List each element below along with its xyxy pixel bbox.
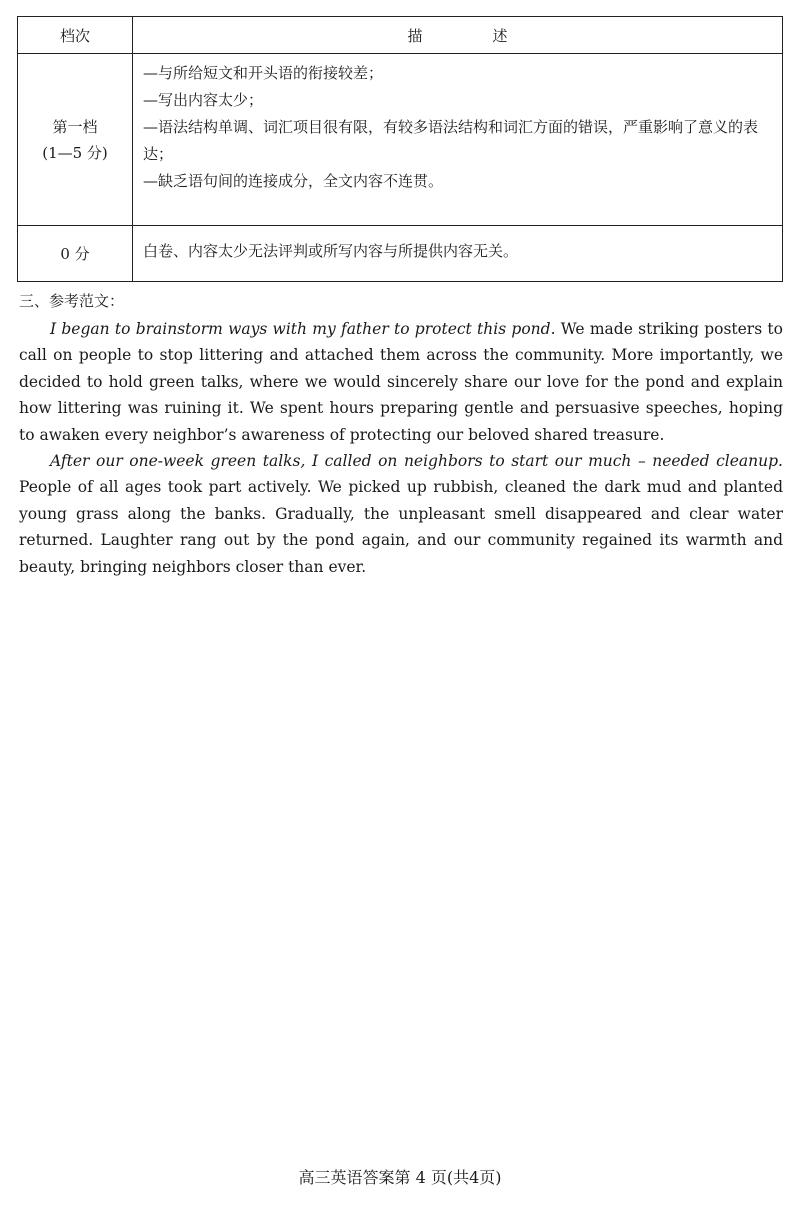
paragraph-2-body: People of all ages took part actively. We picked up rubbish, cleaned the dark mud and planted young grass along the banks. Gradually, the unpleasant smell disappeared and clear water returned. Laughter rang out by the pond again, and our community regained its warmth and beauty, bringing neighbors closer than ever. [19, 478, 783, 576]
grading-table [17, 16, 783, 282]
table-header-row [18, 17, 783, 54]
paragraph-1-body: We made striking posters to call on people to stop littering and attached them across the community. More importantly, we decided to hold green talks, where we would sincerely share our love for the pond and explain how littering was ruining it. We spent hours preparing gentle and persuasive speeches, hoping to awaken every neighbor’s awareness of protecting our beloved shared treasure. [19, 320, 783, 444]
essay-paragraph-2 [19, 448, 783, 580]
paragraph-2-opening: After our one-week green talks, I called on neighbors to start our much – needed cleanup. [50, 452, 783, 471]
table-row [18, 226, 783, 282]
description-cell-first [133, 54, 783, 226]
criterion-item: —写出内容太少； [143, 91, 264, 109]
level-first-range: (1—5 分) [42, 143, 108, 162]
header-level: 档次 [18, 17, 133, 54]
level-first-name: 第一档 [52, 117, 98, 136]
page-footer: 高三英语答案第 4 页(共4页) [298, 1168, 502, 1187]
section-title: 三、参考范文： [19, 292, 125, 310]
level-cell-first [18, 54, 133, 226]
header-description [133, 17, 783, 54]
header-desc-char-1: 描 [407, 26, 423, 45]
table-row [18, 54, 783, 226]
paragraph-1-opening: I began to brainstorm ways with my father to protect this pond. [50, 320, 556, 338]
header-desc-char-2: 述 [492, 26, 508, 45]
model-essay [19, 316, 783, 580]
description-cell-zero: 白卷、内容太少无法评判或所写内容与所提供内容无关。 [133, 226, 783, 282]
criterion-item: —语法结构单调、词汇项目很有限，有较多语法结构和词汇方面的错误，严重影响了意义的表达； [143, 118, 759, 163]
criterion-item: —缺乏语句间的连接成分，全文内容不连贯。 [143, 172, 444, 190]
level-cell-zero: 0 分 [18, 226, 133, 282]
criterion-item: —与所给短文和开头语的衔接较差； [143, 64, 384, 82]
essay-paragraph-1 [19, 316, 783, 448]
